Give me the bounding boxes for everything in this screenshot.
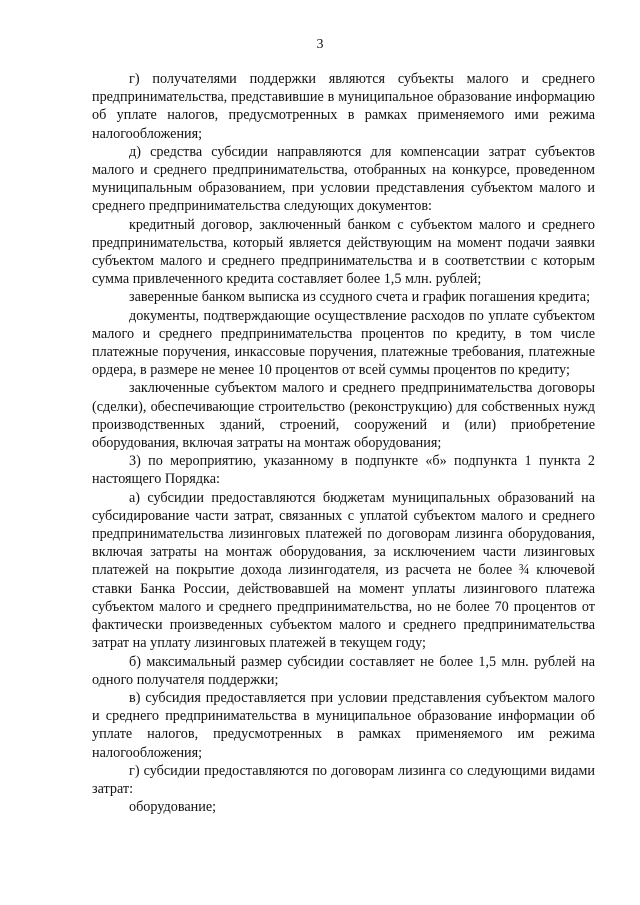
paragraph: б) максимальный размер субсидии составляет не более 1,5 млн. рублей на одного получателя поддержки; — [92, 653, 595, 688]
paragraph: в) субсидия предоставляется при условии представления субъектом малого и среднего предпринимательства в муниципальное образование информации об уплате налогов, предусмотренных в рамках применяемого им режима налогообложения; — [92, 689, 595, 761]
paragraph: документы, подтверждающие осуществление расходов по уплате субъектом малого и среднего предпринимательства процентов по кредиту, в том числе платежные поручения, инкассовые поручения, платежные требования, платежные ордера, в размере не менее 10 процентов от всей суммы процентов по кредиту; — [92, 307, 595, 379]
paragraph: д) средства субсидии направляются для компенсации затрат субъектов малого и среднего предпринимательства, отобранных на конкурсе, проведенном муниципальным образованием, при условии представления субъектом малого и среднего предпринимательства следующих документов: — [92, 143, 595, 215]
document-body — [92, 70, 595, 816]
page-number: 3 — [316, 37, 324, 52]
paragraph: 3) по мероприятию, указанному в подпункте «б» подпункта 1 пункта 2 настоящего Порядка: — [92, 453, 595, 488]
paragraph: г) получателями поддержки являются субъекты малого и среднего предпринимательства, представившие в муниципальное образование информацию об уплате налогов, предусмотренных в рамках применяемого ими режима налогообложения; — [92, 71, 595, 142]
paragraph: а) субсидии предоставляются бюджетам муниципальных образований на субсидирование части затрат, связанных с уплатой субъектом малого и среднего предпринимательства лизинговых платежей по договорам лизинга оборудования, включая затраты на монтаж оборудования, за исключением части лизинговых платежей на покрытие дохода лизингодателя, из расчета не более ¾ ключевой ставки Банка России, действовавшей на момент уплаты лизингового платежа субъектом малого и среднего предпринимательства, но не более 70 процентов от фактически произведенных субъектом малого и среднего предпринимательства затрат на уплату лизинговых платежей в текущем году; — [92, 489, 595, 652]
paragraph: заверенные банком выписка из ссудного счета и график погашения кредита; — [129, 289, 591, 306]
paragraph: оборудование; — [129, 799, 217, 816]
paragraph: кредитный договор, заключенный банком с субъектом малого и среднего предпринимательства, который является действующим на момент подачи заявки субъектом малого и среднего предпринимательства и в соответствии с которым сумма привлеченного кредита составляет более 1,5 млн. рублей; — [92, 216, 595, 288]
paragraph: г) субсидии предоставляются по договорам лизинга со следующими видами затрат: — [92, 762, 595, 797]
paragraph: заключенные субъектом малого и среднего предпринимательства договоры (сделки), обеспечивающие строительство (реконструкцию) для собственных нужд производственных зданий, строений, сооружений и (или) приобретение оборудования, включая затраты на монтаж оборудования; — [92, 380, 595, 452]
